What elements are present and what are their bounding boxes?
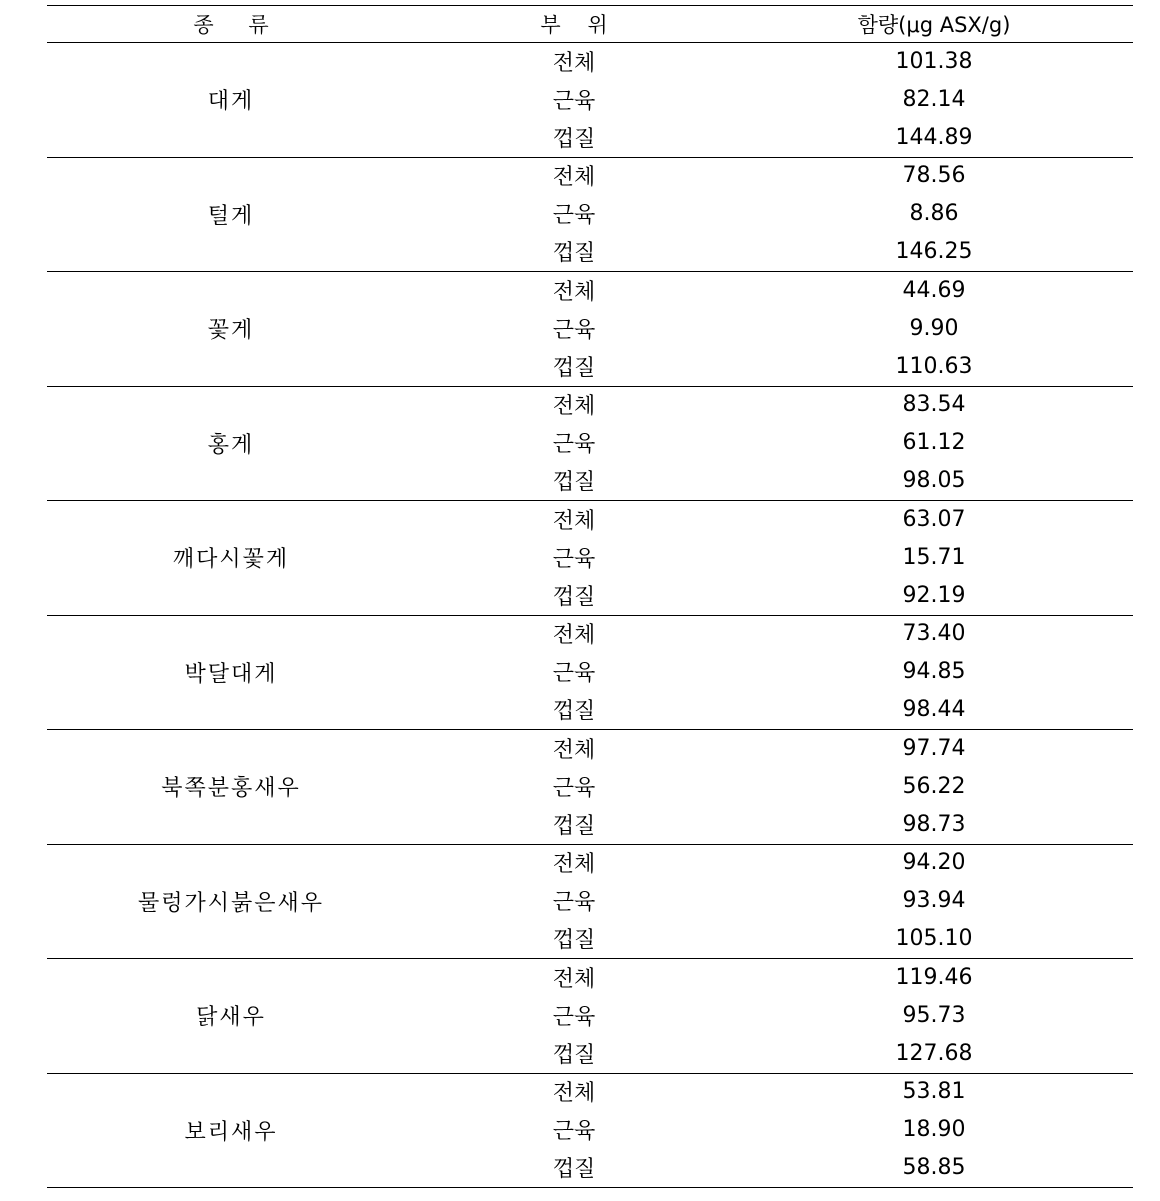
species-group (47, 43, 1133, 158)
table-row (47, 576, 1133, 614)
table-row (47, 958, 1133, 996)
species-name: 꽃게 (207, 318, 255, 344)
part-cell: 껍질 (552, 699, 596, 724)
content-value-cell: 110.63 (895, 353, 973, 379)
species-name: 북쪽분홍새우 (161, 776, 301, 802)
content-value-cell: 8.86 (909, 201, 959, 226)
part-cell: 전체 (552, 279, 596, 305)
table-row (47, 42, 1133, 80)
content-value-cell: 94.85 (902, 659, 966, 684)
content-value-cell: 97.74 (902, 735, 966, 761)
table-row (47, 844, 1133, 882)
part-cell: 근육 (552, 1119, 596, 1144)
table-row (47, 653, 1133, 691)
content-value-cell: 93.94 (902, 888, 966, 913)
content-value-cell: 15.71 (902, 544, 966, 570)
species-name: 보리새우 (184, 1119, 278, 1145)
species-name: 털게 (207, 203, 255, 229)
content-value-cell: 119.46 (895, 964, 973, 990)
part-cell: 껍질 (552, 1042, 596, 1068)
part-cell: 전체 (552, 852, 596, 877)
content-value-cell: 83.54 (902, 392, 966, 417)
table-row (47, 233, 1133, 271)
part-cell: 근육 (552, 661, 596, 686)
content-value-cell: 53.81 (902, 1079, 966, 1104)
part-cell: 전체 (552, 1081, 596, 1106)
species-group (47, 730, 1133, 845)
part-cell: 전체 (552, 737, 596, 763)
species-group (47, 959, 1133, 1074)
species-group (47, 616, 1133, 731)
part-cell: 껍질 (552, 470, 596, 495)
table-body (47, 43, 1133, 1188)
part-cell: 근육 (552, 317, 596, 343)
species-group (47, 1074, 1133, 1189)
table-row (47, 1073, 1133, 1111)
part-cell: 근육 (552, 1004, 596, 1030)
content-value-cell: 98.73 (902, 811, 966, 837)
part-cell: 근육 (552, 546, 596, 572)
content-value-cell: 101.38 (895, 48, 973, 74)
content-value-cell: 61.12 (902, 430, 966, 455)
table-row (47, 767, 1133, 805)
species-name: 닭새우 (196, 1005, 266, 1031)
part-cell: 근육 (552, 775, 596, 801)
table-row (47, 424, 1133, 462)
species-group (47, 845, 1133, 960)
part-cell: 전체 (552, 394, 596, 419)
content-value-cell: 98.05 (902, 468, 966, 493)
part-cell: 전체 (552, 623, 596, 648)
table-row (47, 271, 1133, 309)
part-cell: 근육 (552, 88, 596, 114)
species-name: 깨다시꽃게 (172, 547, 290, 573)
table-row (47, 1111, 1133, 1149)
header-part: 부 위 (540, 13, 618, 37)
content-value-cell: 44.69 (902, 277, 966, 303)
table-row (47, 386, 1133, 424)
species-name: 홍게 (207, 432, 255, 458)
table-row (47, 309, 1133, 347)
table-row (47, 195, 1133, 233)
part-cell: 껍질 (552, 355, 596, 381)
content-value-cell: 95.73 (902, 1002, 966, 1028)
content-value-cell: 73.40 (902, 621, 966, 646)
species-name: 대게 (207, 89, 255, 115)
content-value-cell: 105.10 (895, 926, 973, 951)
header-species: 종 류 (193, 13, 283, 37)
species-group (47, 272, 1133, 387)
part-cell: 껍질 (552, 1157, 596, 1182)
table-row (47, 500, 1133, 538)
content-value-cell: 146.25 (895, 239, 973, 264)
astaxanthin-content-table (47, 5, 1133, 1188)
content-value-cell: 9.90 (909, 315, 959, 341)
part-cell: 근육 (552, 203, 596, 228)
content-value-cell: 98.44 (902, 697, 966, 722)
table-header (47, 6, 1133, 43)
part-cell: 근육 (552, 890, 596, 915)
content-value-cell: 92.19 (902, 582, 966, 608)
species-group (47, 158, 1133, 273)
table-row (47, 157, 1133, 195)
part-cell: 전체 (552, 50, 596, 76)
part-cell: 근육 (552, 432, 596, 457)
part-cell: 껍질 (552, 928, 596, 953)
table-row (47, 805, 1133, 843)
part-cell: 껍질 (552, 813, 596, 839)
table-row (47, 347, 1133, 385)
table-row (47, 462, 1133, 500)
content-value-cell: 78.56 (902, 163, 966, 188)
species-group (47, 501, 1133, 616)
table-row (47, 996, 1133, 1034)
species-name: 박달대게 (184, 661, 278, 687)
table-row (47, 615, 1133, 653)
content-value-cell: 144.89 (895, 124, 973, 150)
species-group (47, 387, 1133, 502)
table-row (47, 920, 1133, 958)
content-value-cell: 56.22 (902, 773, 966, 799)
part-cell: 껍질 (552, 584, 596, 610)
part-cell: 전체 (552, 165, 596, 190)
content-value-cell: 127.68 (895, 1040, 973, 1066)
table-row (47, 1034, 1133, 1072)
species-name: 물렁가시붉은새우 (137, 890, 325, 916)
table-row (47, 80, 1133, 118)
part-cell: 전체 (552, 508, 596, 534)
part-cell: 껍질 (552, 126, 596, 152)
content-value-cell: 58.85 (902, 1155, 966, 1180)
header-content: 함량(μg ASX/g) (857, 13, 1011, 37)
table-row (47, 538, 1133, 576)
content-value-cell: 63.07 (902, 506, 966, 532)
table-row (47, 118, 1133, 156)
table-row (47, 691, 1133, 729)
part-cell: 전체 (552, 966, 596, 992)
content-value-cell: 18.90 (902, 1117, 966, 1142)
part-cell: 껍질 (552, 241, 596, 266)
table-row (47, 729, 1133, 767)
content-value-cell: 82.14 (902, 86, 966, 112)
table-row (47, 1149, 1133, 1187)
table-row (47, 882, 1133, 920)
content-value-cell: 94.20 (902, 850, 966, 875)
